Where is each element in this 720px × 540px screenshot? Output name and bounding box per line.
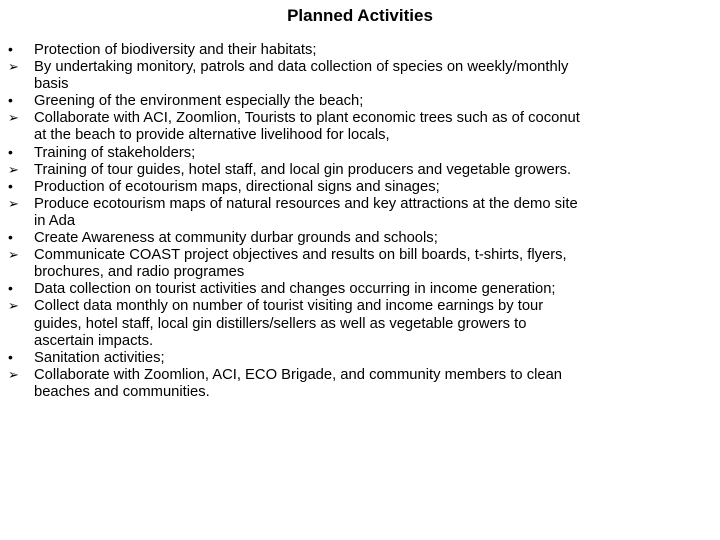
item-text-line: Protection of biodiversity and their habitats; [34, 41, 317, 58]
bullet-icon [8, 229, 28, 246]
page-title: Planned Activities [287, 6, 433, 25]
item-text-line: guides, hotel staff, local gin distillers/sellers as well as vegetable growers to [34, 314, 527, 332]
activity-detail-item [8, 195, 720, 229]
activity-detail-item [8, 366, 720, 400]
activity-detail-item [8, 297, 720, 348]
item-text-line: Produce ecotourism maps of natural resources and key attractions at the demo site [34, 194, 578, 212]
activity-heading-item [8, 349, 720, 366]
bullet-icon [8, 92, 28, 109]
activity-detail-item [8, 58, 720, 92]
bullet-icon [8, 349, 28, 366]
item-text-line: Collaborate with ACI, Zoomlion, Tourists to plant economic trees such as of coconut [34, 109, 580, 127]
item-text-line: Training of stakeholders; [34, 143, 196, 161]
item-text-line: Communicate COAST project objectives and results on bill boards, t-shirts, flyers, [34, 246, 567, 264]
item-text-line: Create Awareness at community durbar grounds and schools; [34, 229, 438, 247]
bullet-icon [8, 144, 28, 161]
bullet-icon [8, 178, 28, 195]
item-text-line: By undertaking monitory, patrols and data collection of species on weekly/monthly [34, 58, 569, 76]
item-text-line: Collect data monthly on number of tourist visiting and income earnings by tour [34, 297, 544, 315]
arrow-bullet-icon [8, 246, 28, 264]
arrow-bullet-icon [8, 58, 28, 76]
item-text-line: Data collection on tourist activities and changes occurring in income generation; [34, 280, 556, 298]
activity-heading-item [8, 178, 720, 195]
activity-heading-item [8, 41, 720, 58]
item-text-line: brochures, and radio programes [34, 263, 245, 281]
arrow-bullet-icon [8, 109, 28, 127]
activity-heading-item [8, 92, 720, 109]
item-text-line: Collaborate with Zoomlion, ACI, ECO Brigade, and community members to clean [34, 365, 563, 383]
item-text-line: Production of ecotourism maps, directional signs and sinages; [34, 177, 440, 195]
item-text-line: in Ada [34, 211, 76, 229]
item-text-line: at the beach to provide alternative livelihood for locals, [34, 126, 390, 144]
arrow-bullet-icon [8, 297, 28, 315]
bullet-icon [8, 280, 28, 297]
item-text-line: Training of tour guides, hotel staff, and local gin producers and vegetable growers. [34, 160, 572, 178]
activity-detail-item [8, 109, 720, 143]
item-text-line: ascertain impacts. [34, 331, 154, 349]
item-text-line: basis [34, 75, 69, 93]
item-text-line: Greening of the environment especially the beach; [34, 92, 364, 110]
activity-heading-item [8, 144, 720, 161]
activities-list [8, 41, 720, 400]
arrow-bullet-icon [8, 195, 28, 213]
activity-detail-item [8, 161, 720, 178]
activity-detail-item [8, 246, 720, 280]
item-text-line: Sanitation activities; [34, 348, 165, 366]
arrow-bullet-icon [8, 366, 28, 384]
bullet-icon [8, 41, 28, 58]
arrow-bullet-icon [8, 161, 28, 179]
activity-heading-item [8, 280, 720, 297]
activity-heading-item [8, 229, 720, 246]
item-text-line: beaches and communities. [34, 382, 210, 400]
